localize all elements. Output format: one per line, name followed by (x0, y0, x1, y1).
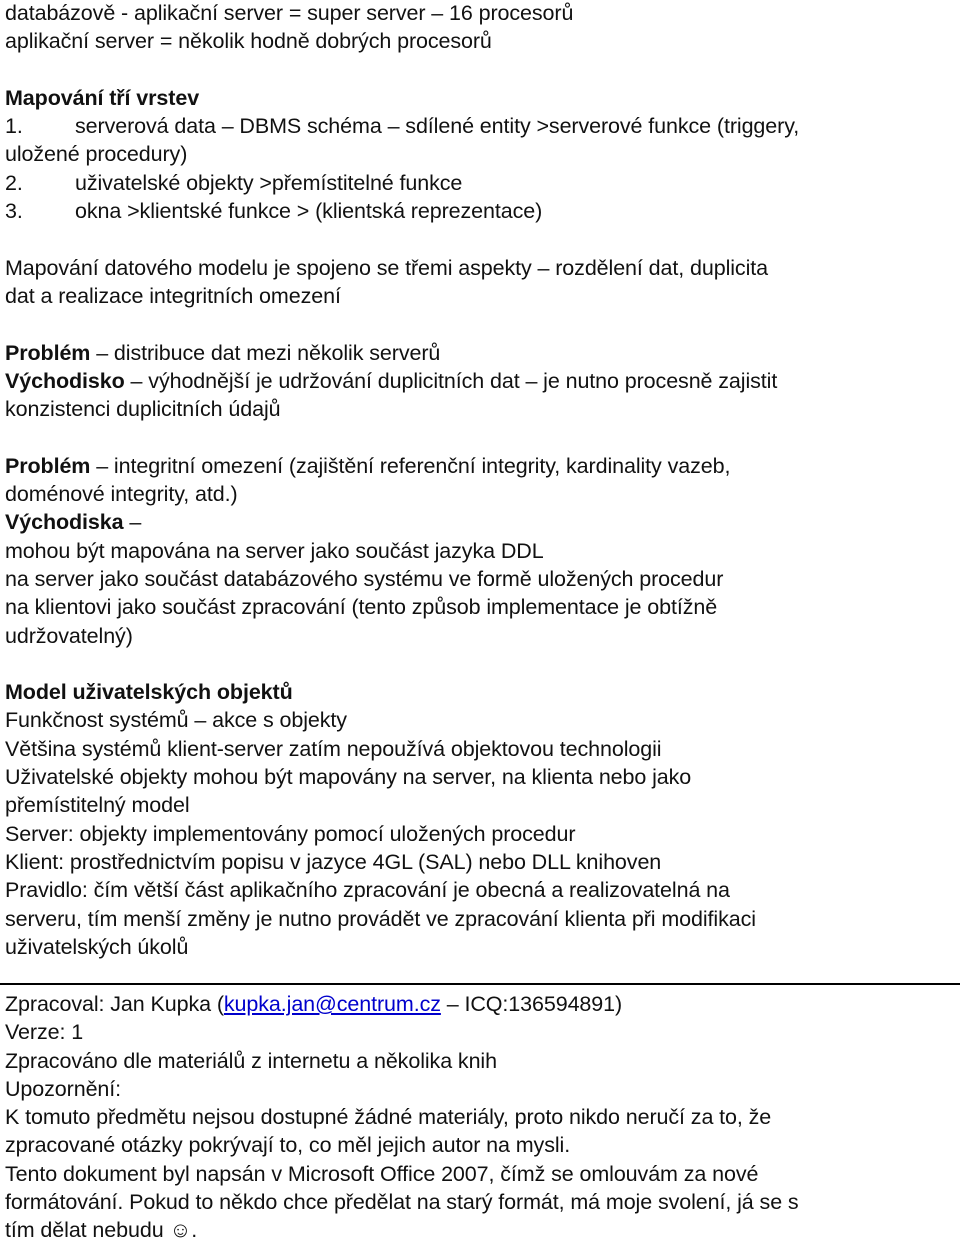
list-number: 3. (5, 199, 23, 224)
problem-label: Problém (5, 340, 91, 365)
section-heading-mapping: Mapování tří vrstev (5, 85, 200, 110)
version-line: Verze: 1 (5, 1020, 84, 1045)
user-objects-line: serveru, tím menší změny je nutno provádět ve zpracování klienta při modifikaci (5, 906, 756, 931)
warning-line: K tomuto předmětu nejsou dostupné žádné materiály, proto nikdo neručí za to, že (5, 1105, 772, 1130)
author-suffix: – ICQ:136594891) (440, 992, 623, 1016)
list-text: uživatelské objekty >přemístitelné funkce (75, 170, 463, 195)
spacer (5, 310, 957, 338)
problem-continuation: doménové integrity, atd.) (5, 482, 238, 507)
problem-label: Problém (5, 453, 91, 478)
spacer (5, 423, 957, 451)
user-objects-line: Funkčnost systémů – akce s objekty (5, 708, 347, 733)
user-objects-line: přemístitelný model (5, 793, 190, 818)
intro-line-2: aplikační server = několik hodně dobrých procesorů (5, 29, 492, 54)
footer-divider (0, 983, 960, 985)
solution-item: mohou být mapována na server jako součást jazyka DDL (5, 538, 544, 563)
email-link[interactable]: kupka.jan@centrum.cz (223, 992, 441, 1016)
intro-line-1: databázově - aplikační server = super server – 16 procesorů (5, 1, 574, 25)
footer (5, 990, 957, 1245)
list-item (5, 112, 957, 140)
problem-text: – distribuce dat mezi několik serverů (90, 340, 441, 365)
list-number: 2. (5, 170, 23, 195)
user-objects-line: uživatelských úkolů (5, 934, 189, 959)
user-objects-line: Většina systémů klient-server zatím nepoužívá objektovou technologii (5, 736, 662, 761)
solutions-dash: – (123, 510, 142, 535)
user-objects-line: Server: objekty implementovány pomocí uložených procedur (5, 821, 576, 846)
document-body (5, 0, 957, 961)
warning-label: Upozornění: (5, 1076, 122, 1101)
solutions-line (5, 508, 957, 536)
user-objects-line: Pravidlo: čím větší část aplikačního zpracování je obecná a realizovatelná na (5, 878, 730, 903)
solution-item: udržovatelný) (5, 623, 133, 648)
author-prefix: Zpracoval: Jan Kupka ( (5, 992, 224, 1016)
list-number: 1. (5, 114, 23, 139)
closing-line: tím dělat nebudu ☺. (5, 1218, 198, 1243)
warning-line: Tento dokument byl napsán v Microsoft Office 2007, čímž se omlouvám za nové (5, 1161, 759, 1186)
solution-line (5, 367, 957, 395)
list-item (5, 169, 957, 197)
section-heading-user-objects: Model uživatelských objektů (5, 680, 293, 705)
solutions-label: Východiska (5, 510, 124, 535)
solution-continuation: konzistenci duplicitních údajů (5, 397, 281, 422)
user-objects-line: Uživatelské objekty mohou být mapovány na server, na klienta nebo jako (5, 765, 692, 790)
problem-text: – integritní omezení (zajištění referenční integrity, kardinality vazeb, (90, 453, 731, 478)
warning-line: formátování. Pokud to někdo chce předělat na starý formát, má moje svolení, já se s (5, 1190, 799, 1215)
solution-label: Východisko (5, 368, 125, 393)
problem-line (5, 339, 957, 367)
list-item-continuation: uložené procedury) (5, 142, 188, 167)
source-line: Zpracováno dle materiálů z internetu a několika knih (5, 1048, 497, 1073)
solution-text: – výhodnější je udržování duplicitních dat – je nutno procesně zajistit (124, 368, 778, 393)
problem-line (5, 452, 957, 480)
author-line (5, 990, 957, 1018)
list-item (5, 197, 957, 225)
spacer (5, 56, 957, 84)
warning-line: zpracované otázky pokrývají to, co měl jejich autor na mysli. (5, 1133, 571, 1158)
list-text: okna >klientské funkce > (klientská reprezentace) (75, 199, 543, 224)
list-text: serverová data – DBMS schéma – sdílené entity >serverové funkce (triggery, (75, 114, 800, 139)
solution-item: na klientovi jako součást zpracování (tento způsob implementace je obtížně (5, 595, 718, 620)
paragraph-line: Mapování datového modelu je spojeno se třemi aspekty – rozdělení dat, duplicita (5, 255, 768, 280)
spacer (5, 650, 957, 678)
solution-item: na server jako součást databázového systému ve formě uložených procedur (5, 566, 724, 591)
spacer (5, 225, 957, 253)
user-objects-line: Klient: prostřednictvím popisu v jazyce 4GL (SAL) nebo DLL knihoven (5, 849, 662, 874)
paragraph-line: dat a realizace integritních omezení (5, 283, 341, 308)
